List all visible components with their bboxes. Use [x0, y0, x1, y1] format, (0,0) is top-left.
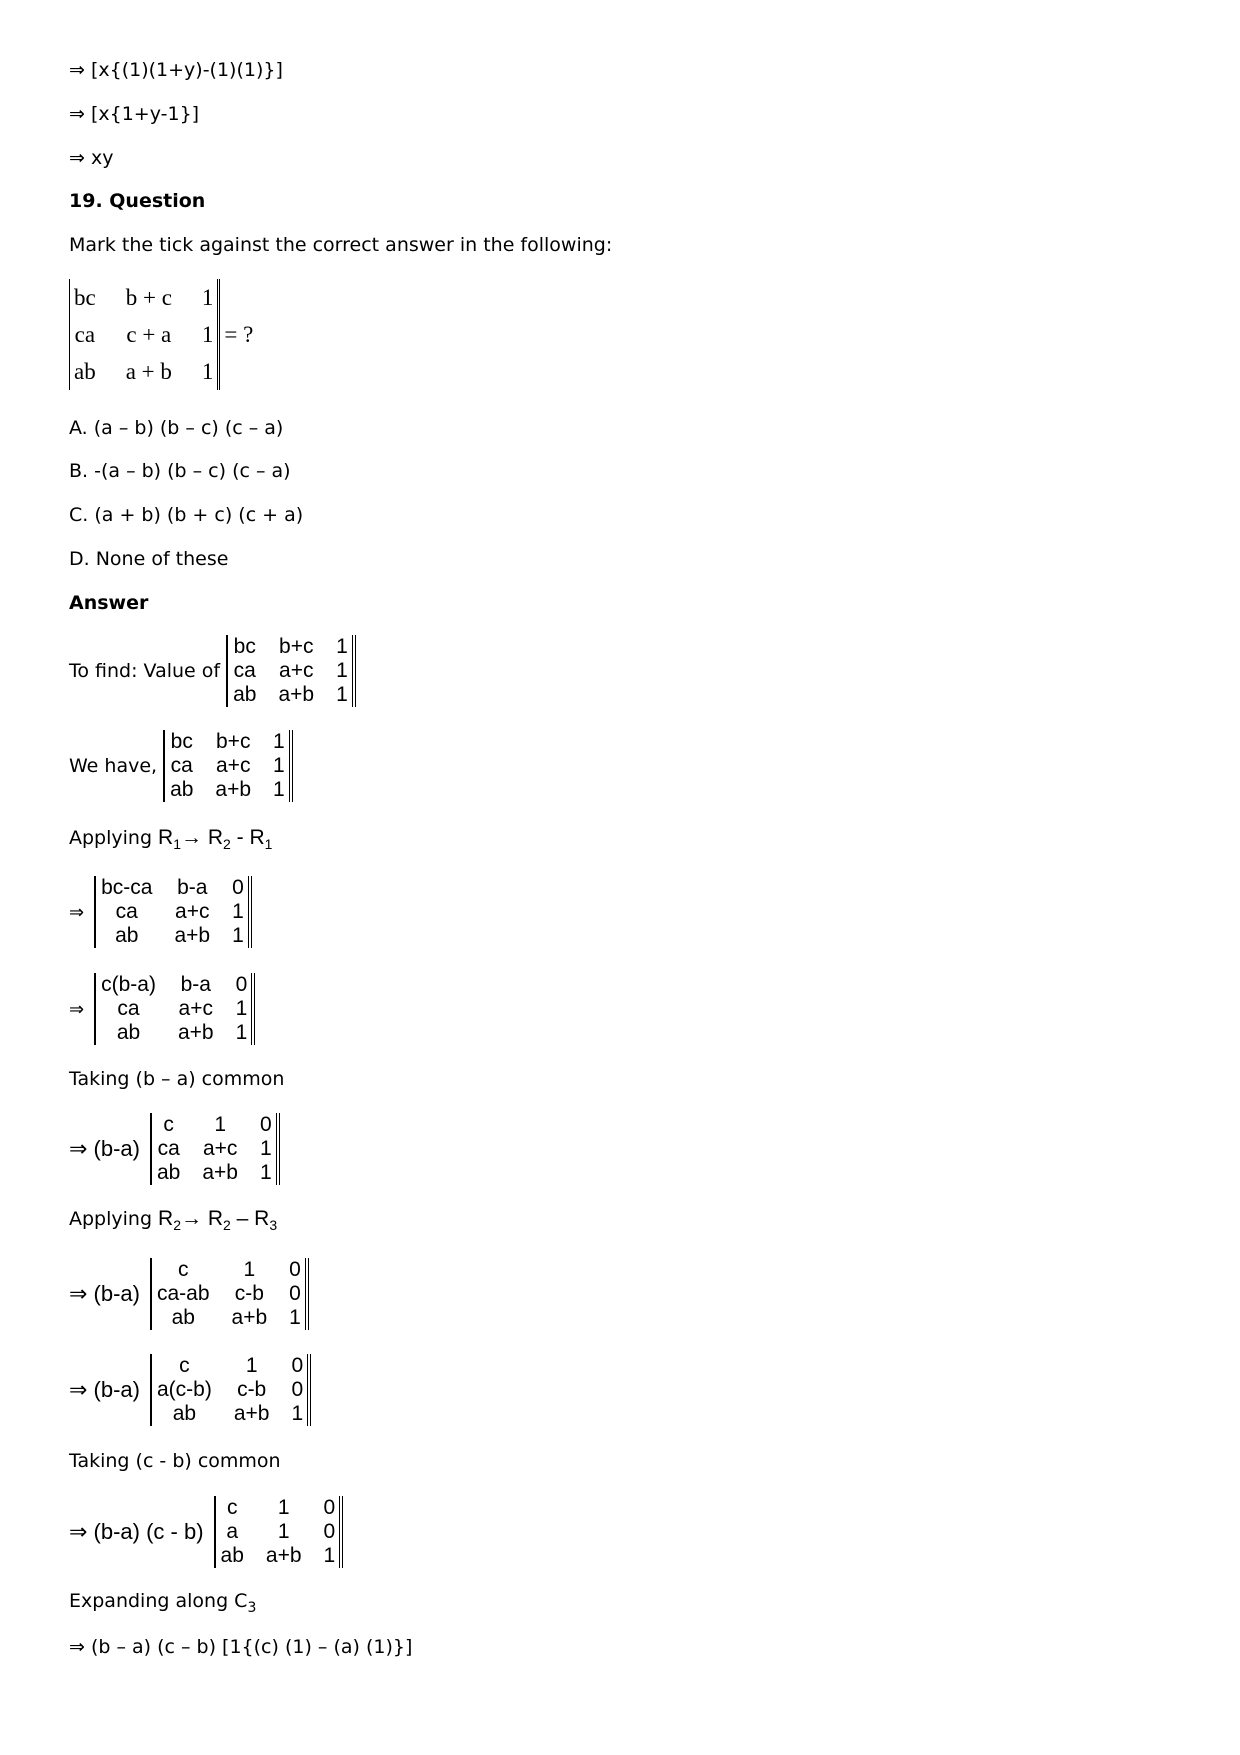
step-to-find [69, 635, 356, 707]
matrix-cell: a+b [265, 1544, 302, 1567]
matrix-cell: ca-ab [157, 1282, 210, 1305]
matrix-cell: 0 [235, 973, 248, 996]
operation-word: Applying [69, 827, 153, 849]
step-2 [69, 973, 255, 1045]
step-prefix: ⇒ [69, 998, 85, 1020]
question-heading: 19. Question [69, 190, 206, 212]
matrix-cell: bc-ca [101, 876, 153, 899]
operation-word: Applying [69, 1208, 153, 1230]
expanding-subscript: 3 [247, 1600, 257, 1616]
matrix-cell: b-a [180, 973, 211, 996]
determinant-matrix [69, 279, 220, 390]
matrix-cell: ca [170, 754, 193, 777]
matrix-cell: c [226, 1496, 238, 1519]
matrix-cell: 1 [273, 754, 285, 777]
expanding-line [69, 1589, 257, 1616]
matrix-cell: ca [74, 322, 96, 347]
row-operation-1 [69, 826, 272, 850]
matrix-cell: 1 [273, 730, 285, 753]
matrix-cell: a+c [216, 754, 251, 777]
matrix-cell: 0 [291, 1378, 304, 1401]
matrix-cell: 1 [232, 900, 244, 923]
matrix-cell: c [178, 1258, 189, 1281]
matrix-cell: ca [115, 900, 138, 923]
matrix-cell: 0 [232, 876, 244, 899]
matrix-cell: c + a [126, 322, 172, 347]
matrix-cell: 1 [291, 1402, 304, 1425]
matrix-cell: ab [170, 778, 194, 801]
matrix-cell: 1 [245, 1354, 258, 1377]
matrix-cell: bc [170, 730, 193, 753]
expanding-text: Expanding along C [69, 1590, 248, 1612]
final-line: ⇒ (b – a) (c – b) [1{(c) (1) – (a) (1)}] [69, 1636, 413, 1658]
matrix-cell: 1 [273, 778, 285, 801]
take-common-1: Taking (b – a) common [69, 1068, 285, 1090]
prev-solution-line: ⇒ [x{(1)(1+y)-(1)(1)}] [69, 59, 283, 81]
op-subscript: 2 [223, 1217, 231, 1233]
matrix-cell: a+b [231, 1306, 268, 1329]
op-subscript: 1 [264, 836, 273, 852]
op-part: - R [230, 826, 265, 849]
matrix-cell: ab [233, 683, 257, 706]
matrix-cell: ca [233, 659, 256, 682]
matrix-cell: 0 [323, 1520, 336, 1543]
step-prefix: ⇒ (b-a) (c - b) [69, 1519, 204, 1544]
matrix-cell: 0 [259, 1113, 272, 1136]
matrix-cell: 0 [289, 1282, 301, 1305]
matrix-cell: a+c [178, 997, 213, 1020]
determinant-matrix [150, 1354, 311, 1426]
take-common-2: Taking (c - b) common [69, 1450, 281, 1472]
option-d: D. None of these [69, 548, 229, 570]
matrix-cell: a+b [233, 1402, 270, 1425]
matrix-cell: 0 [291, 1354, 304, 1377]
matrix-cell: 1 [243, 1258, 256, 1281]
matrix-cell: b-a [177, 876, 208, 899]
matrix-cell: 1 [201, 322, 214, 347]
matrix-cell: ca [157, 1137, 180, 1160]
matrix-cell: c [163, 1113, 174, 1136]
question-determinant [69, 279, 253, 390]
matrix-cell: 0 [289, 1258, 301, 1281]
matrix-cell: ab [172, 1402, 197, 1425]
matrix-cell: ab [157, 1161, 181, 1184]
prev-solution-line: ⇒ [x{1+y-1}] [69, 103, 200, 125]
matrix-cell: 1 [232, 924, 244, 947]
matrix-cell: b+c [216, 730, 251, 753]
matrix-cell: 1 [289, 1306, 301, 1329]
matrix-cell: c-b [234, 1282, 264, 1305]
determinant-matrix [150, 1258, 309, 1330]
step-prefix: ⇒ [69, 901, 85, 923]
op-subscript: 2 [173, 1217, 181, 1233]
op-part: → R [181, 826, 223, 849]
matrix-cell: c-b [237, 1378, 267, 1401]
determinant-matrix [163, 730, 293, 802]
matrix-cell: a [226, 1520, 239, 1543]
matrix-cell: 1 [323, 1544, 336, 1567]
matrix-cell: bc [233, 635, 256, 658]
determinant-matrix [94, 973, 255, 1045]
matrix-cell: 1 [336, 635, 348, 658]
question-prompt: Mark the tick against the correct answer in the following: [69, 234, 613, 256]
matrix-cell: a+b [174, 924, 211, 947]
matrix-cell: a+b [202, 1161, 238, 1184]
op-part: R [158, 1207, 174, 1230]
matrix-cell: a+b [177, 1021, 214, 1044]
option-b: B. -(a – b) (b – c) (c – a) [69, 460, 291, 482]
determinant-matrix [150, 1113, 280, 1185]
op-part: → R [181, 1207, 223, 1230]
determinant-equals: = ? [224, 321, 254, 347]
matrix-cell: c(b-a) [101, 973, 156, 996]
matrix-cell: 1 [201, 285, 214, 310]
step-label: We have, [69, 755, 158, 777]
option-c: C. (a + b) (b + c) (c + a) [69, 504, 304, 526]
prev-solution-line: ⇒ xy [69, 147, 114, 169]
step-4 [69, 1258, 309, 1330]
matrix-cell: 1 [277, 1520, 290, 1543]
matrix-cell: 1 [336, 659, 348, 682]
matrix-cell: b+c [279, 635, 314, 658]
step-prefix: ⇒ (b-a) [69, 1136, 140, 1161]
matrix-cell: ab [171, 1306, 195, 1329]
matrix-cell: a+b [278, 683, 315, 706]
op-subscript: 1 [173, 836, 181, 852]
option-a: A. (a – b) (b – c) (c – a) [69, 417, 284, 439]
determinant-matrix [226, 635, 356, 707]
matrix-cell: ca [117, 997, 140, 1020]
matrix-cell: 0 [323, 1496, 336, 1519]
op-subscript: 2 [223, 836, 231, 852]
determinant-matrix [94, 876, 252, 948]
matrix-cell: 1 [259, 1137, 272, 1160]
step-prefix: ⇒ (b-a) [69, 1377, 140, 1402]
step-label: To find: Value of [69, 660, 221, 682]
step-prefix: ⇒ (b-a) [69, 1281, 140, 1306]
matrix-cell: ab [74, 359, 96, 384]
step-3 [69, 1113, 280, 1185]
matrix-cell: a + b [125, 359, 172, 384]
determinant-matrix [214, 1496, 344, 1568]
step-1 [69, 876, 252, 948]
operation-formula [158, 826, 273, 852]
matrix-cell: 1 [259, 1161, 272, 1184]
step-we-have [69, 730, 293, 802]
matrix-cell: c [179, 1354, 190, 1377]
matrix-cell: bc [74, 285, 96, 310]
matrix-cell: ab [116, 1021, 141, 1044]
matrix-cell: ab [115, 924, 139, 947]
matrix-cell: a+c [175, 900, 210, 923]
matrix-cell: 1 [277, 1496, 290, 1519]
op-part: R [158, 826, 174, 849]
matrix-cell: ab [220, 1544, 244, 1567]
matrix-cell: 1 [235, 997, 248, 1020]
matrix-cell: a(c-b) [157, 1378, 212, 1401]
matrix-cell: a+c [279, 659, 314, 682]
matrix-cell: 1 [235, 1021, 248, 1044]
step-5 [69, 1354, 311, 1426]
row-operation-2 [69, 1207, 277, 1231]
matrix-cell: a+c [202, 1137, 238, 1160]
matrix-cell: a+b [215, 778, 252, 801]
answer-heading: Answer [69, 592, 149, 614]
operation-formula [158, 1207, 278, 1233]
op-subscript: 3 [269, 1217, 278, 1233]
matrix-cell: 1 [336, 683, 348, 706]
matrix-cell: 1 [201, 359, 214, 384]
matrix-cell: b + c [125, 285, 172, 310]
step-6 [69, 1496, 343, 1568]
op-part: – R [230, 1207, 270, 1230]
matrix-cell: 1 [214, 1113, 227, 1136]
